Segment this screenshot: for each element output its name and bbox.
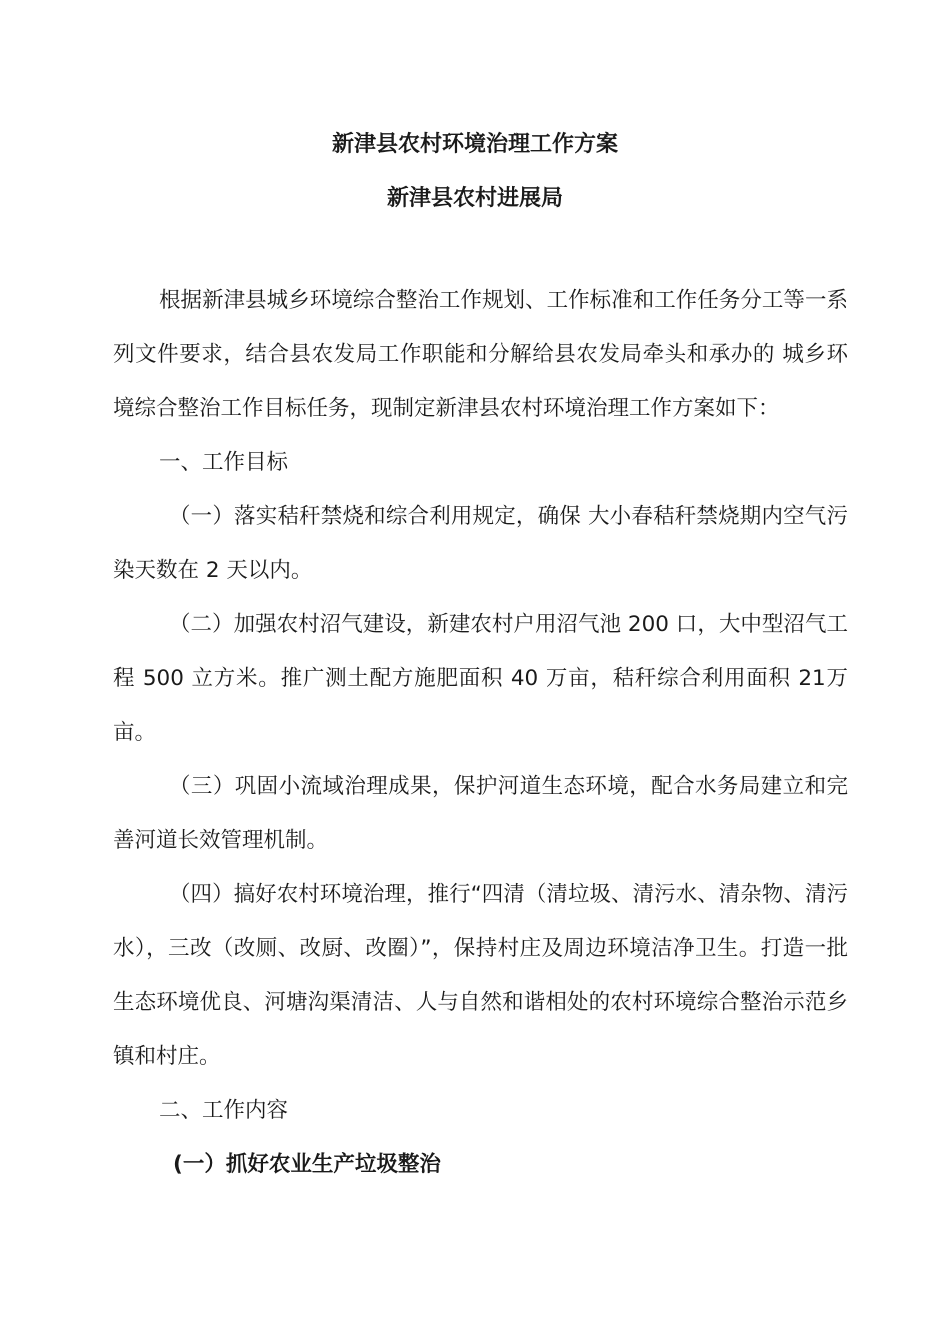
goal-item-1: （一）落实秸秆禁烧和综合利用规定，确保 大小春秸秆禁烧期内空气污染天数在 2 天以内。 [113, 504, 848, 583]
section-heading-content: 二、工作内容 [159, 1098, 289, 1123]
document-subtitle: 新津县农村进展局 [386, 186, 563, 211]
goal-item-3: （三）巩固小流域治理成果，保护河道生态环境，配合水务局建立和完善河道长效管理机制。 [113, 774, 848, 853]
intro-paragraph: 根据新津县城乡环境综合整治工作规划、工作标准和工作任务分工等一系列文件要求，结合县农发局工作职能和分解给县农发局牵头和承办的 城乡环境综合整治工作目标任务，现制定新津县农村环境治理工作方案如下： [113, 288, 848, 421]
document-body [113, 274, 848, 1192]
goal-item-4: （四）搞好农村环境治理，推行“四清（清垃圾、清污水、清杂物、清污水），三改（改厕、改厨、改圈）”，保持村庄及周边环境洁净卫生。打造一批生态环境优良、河塘沟渠清洁、人与自然和谐相处的农村环境综合整治示范乡镇和村庄。 [113, 882, 848, 1069]
goal-item-2: （二）加强农村沼气建设，新建农村户用沼气池 200 口，大中型沼气工程 500 立方米。推广测土配方施肥面积 40 万亩，秸秆综合利用面积 21万亩。 [113, 612, 848, 745]
section-heading-goals: 一、工作目标 [159, 450, 289, 475]
subsection-heading-1: (一）抓好农业生产垃圾整治 [173, 1152, 441, 1177]
document-title: 新津县农村环境治理工作方案 [331, 132, 618, 157]
